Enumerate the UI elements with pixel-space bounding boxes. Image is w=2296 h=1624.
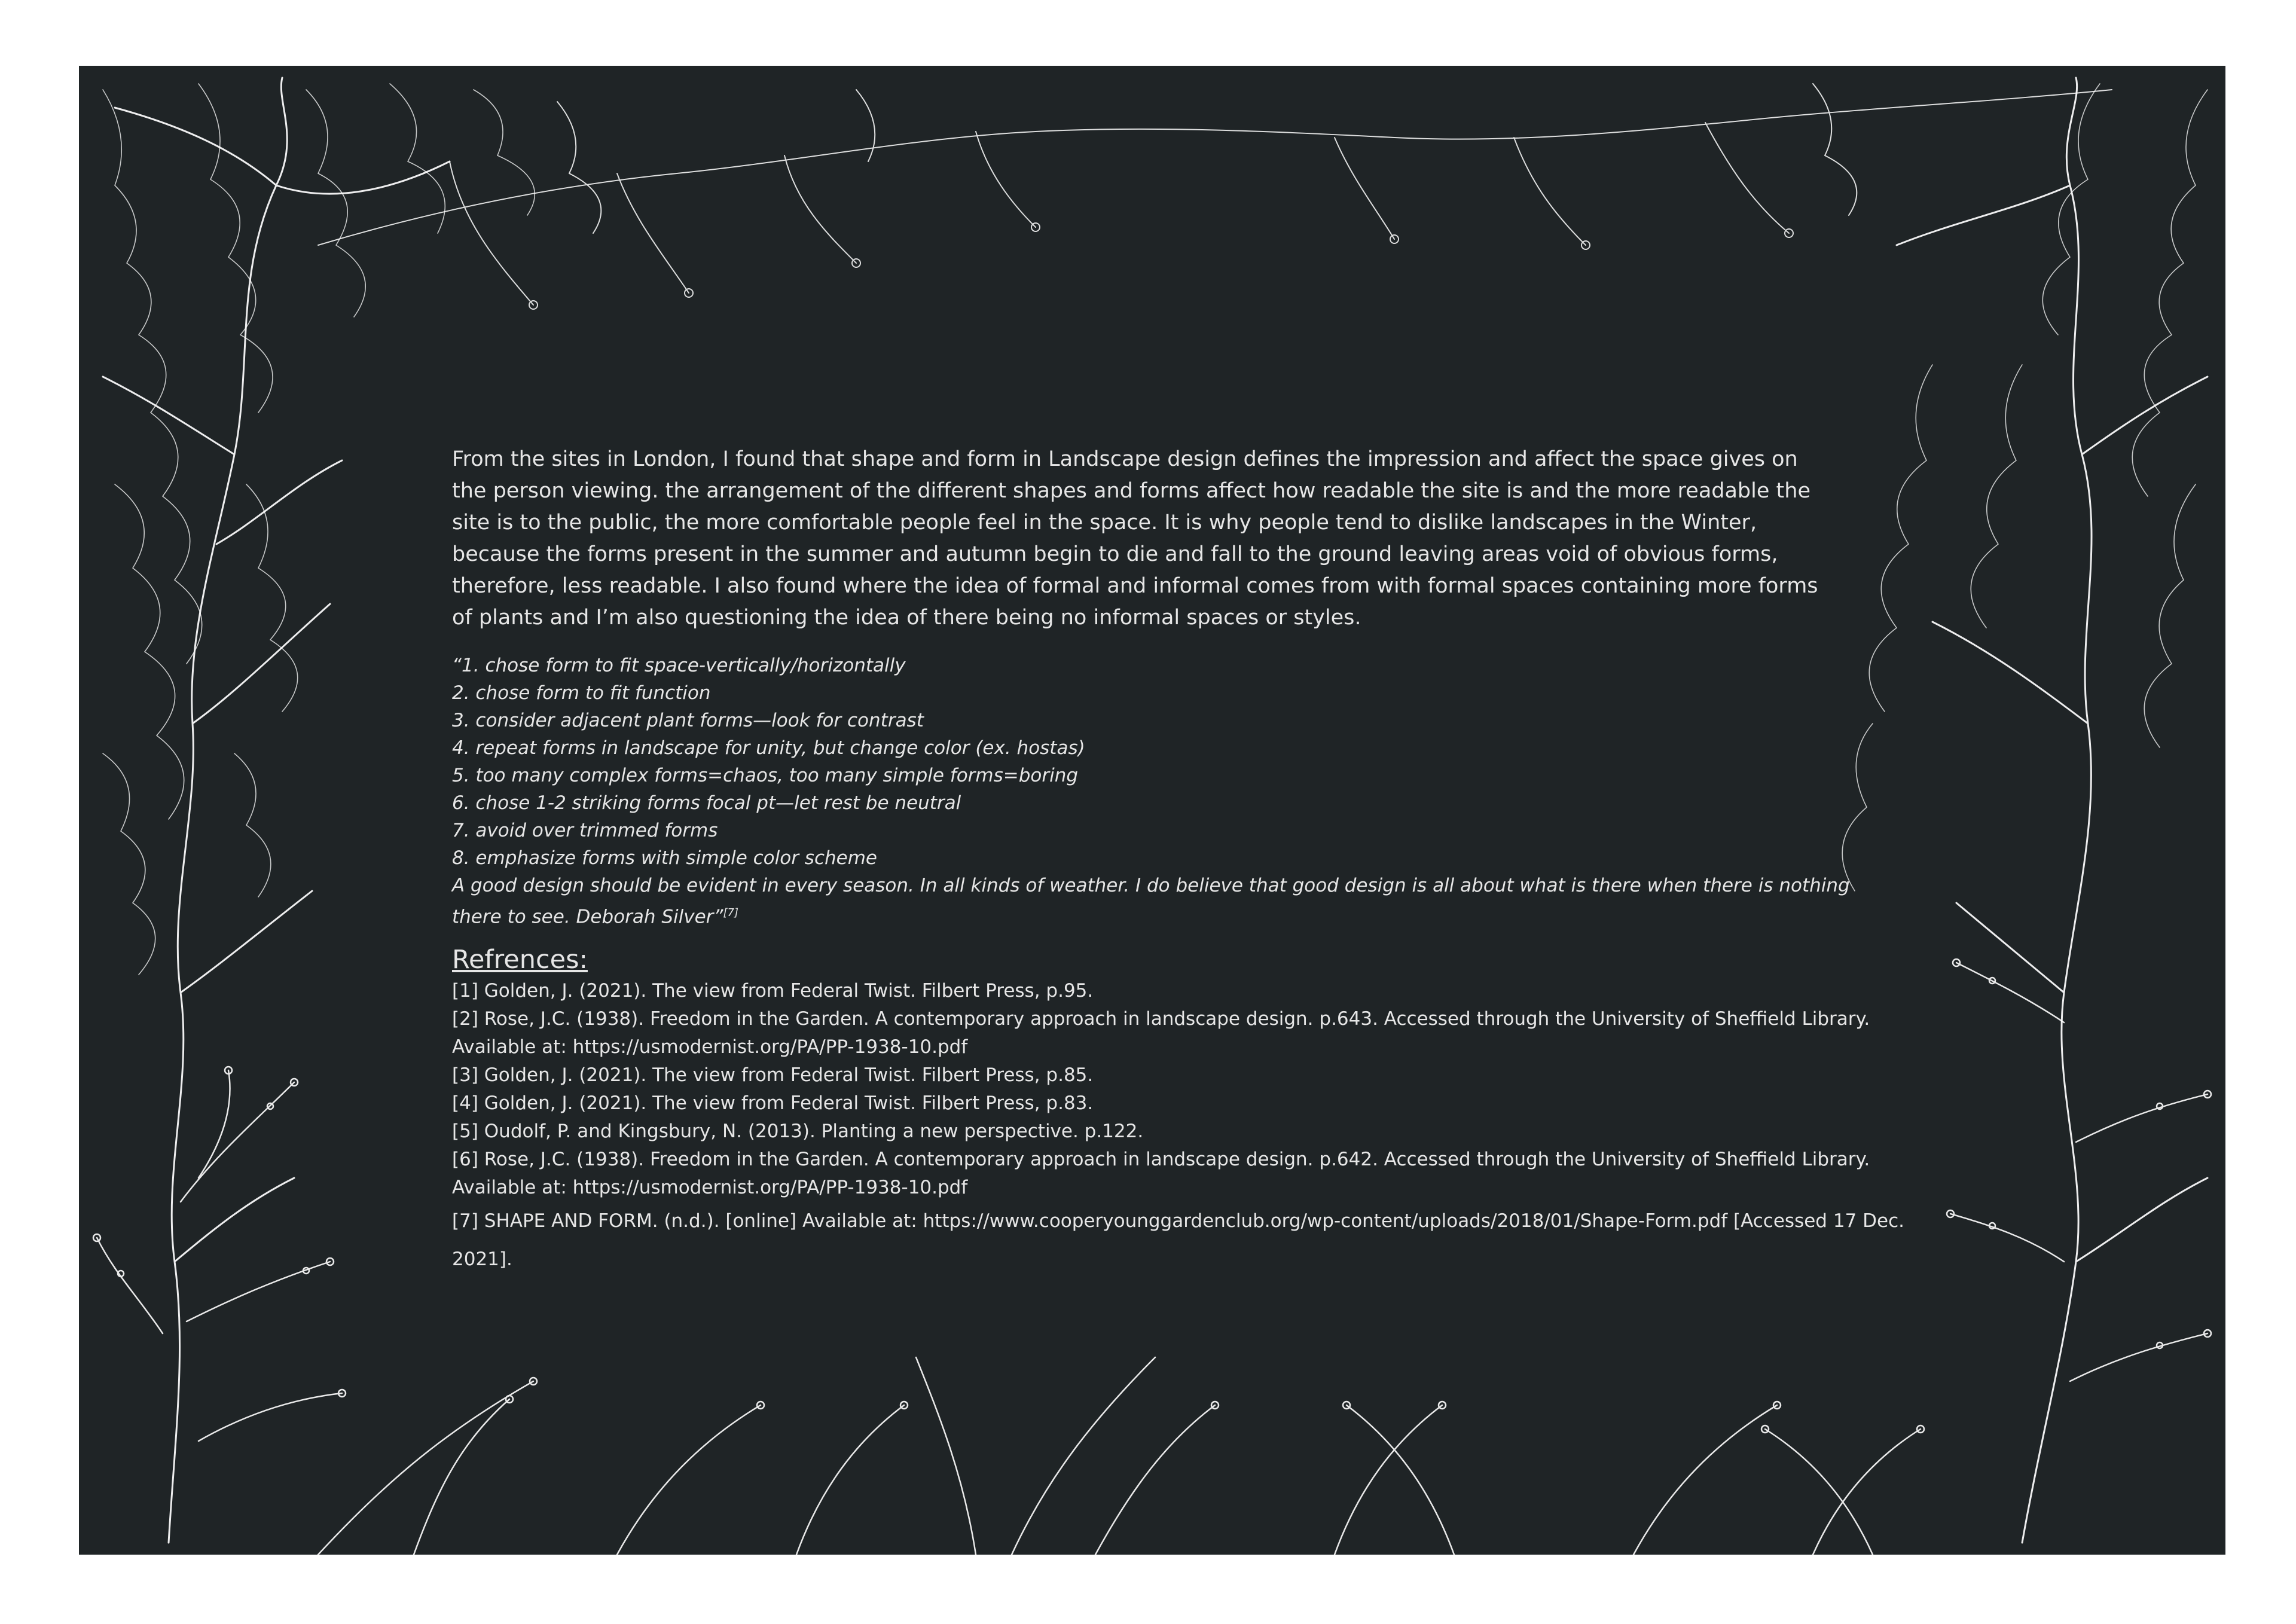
quote-line: “1. chose form to fit space-vertically/horizontally [452,655,906,676]
quote-closing-text: A good design should be evident in every season. In all kinds of weather. I do believe that good design is all about what is there when there is nothing there to see. Deborah Silver” [452,875,1850,928]
reference-item: [6] Rose, J.C. (1938). Freedom in the Garden. A contemporary approach in landscape design. p.642. Accessed through the University of Sheffield Library. [452,1149,1870,1171]
quote-line: 8. emphasize forms with simple color scheme [452,847,877,869]
reference-item: [1] Golden, J. (2021). The view from Federal Twist. Filbert Press, p.95. [452,980,1094,1002]
quote-line: 3. consider adjacent plant forms—look for contrast [452,710,924,731]
quote-line: 6. chose 1-2 striking forms focal pt—let rest be neutral [452,792,961,814]
reference-item: [7] SHAPE AND FORM. (n.d.). [online] Available at: https://www.cooperyounggardenclub.org/wp-content/uploads/2018/01/Shape-Form.pdf [Accessed 17 Dec. 2021]. [452,1210,1904,1271]
quote-citation: [7] [723,906,738,919]
intro-paragraph: From the sites in London, I found that shape and form in Landscape design defines the impression and affect the space gives on the person viewing. the arrangement of the different shapes and forms affect how readable the site is and the more readable the site is to the public, the more comfortable people feel in the space. It is why people tend to dislike landscapes in the Winter, because the forms present in the summer and autumn begin to die and fall to the ground leaving areas void of obvious forms, therefore, less readable. I also found where the idea of formal and informal comes from with formal spaces containing more forms of plants and I’m also questioning the idea of there being no informal spaces or styles. [452,447,1818,630]
bottom-branch-icon [318,1357,1924,1555]
references-list [452,977,1995,1278]
top-canopy-icon [318,84,2112,309]
quote-line: 7. avoid over trimmed forms [452,820,718,841]
references-title: Refrences: [452,945,588,975]
left-flower-sprig-icon [93,1067,346,1441]
quote-line: 2. chose form to fit function [452,682,711,704]
quote-line: 5. too many complex forms=chaos, too many simple forms=boring [452,765,1079,786]
text-content [452,444,1995,1278]
quote-block [452,652,1995,930]
reference-item: [2] Rose, J.C. (1938). Freedom in the Garden. A contemporary approach in landscape design. p.643. Accessed through the University of Sheffield Library. [452,1008,1870,1030]
reference-item: Available at: https://usmodernist.org/PA/PP-1938-10.pdf [452,1177,968,1199]
quote-closing [452,872,1899,930]
reference-item: [3] Golden, J. (2021). The view from Federal Twist. Filbert Press, p.85. [452,1064,1094,1086]
reference-item: [4] Golden, J. (2021). The view from Federal Twist. Filbert Press, p.83. [452,1092,1094,1115]
intro-section [452,444,1995,634]
quote-line: 4. repeat forms in landscape for unity, but change color (ex. hostas) [452,737,1085,759]
poster-board [79,66,2225,1555]
reference-item: [5] Oudolf, P. and Kingsbury, N. (2013). Planting a new perspective. p.122. [452,1121,1144,1143]
reference-item: Available at: https://usmodernist.org/PA/PP-1938-10.pdf [452,1036,968,1058]
